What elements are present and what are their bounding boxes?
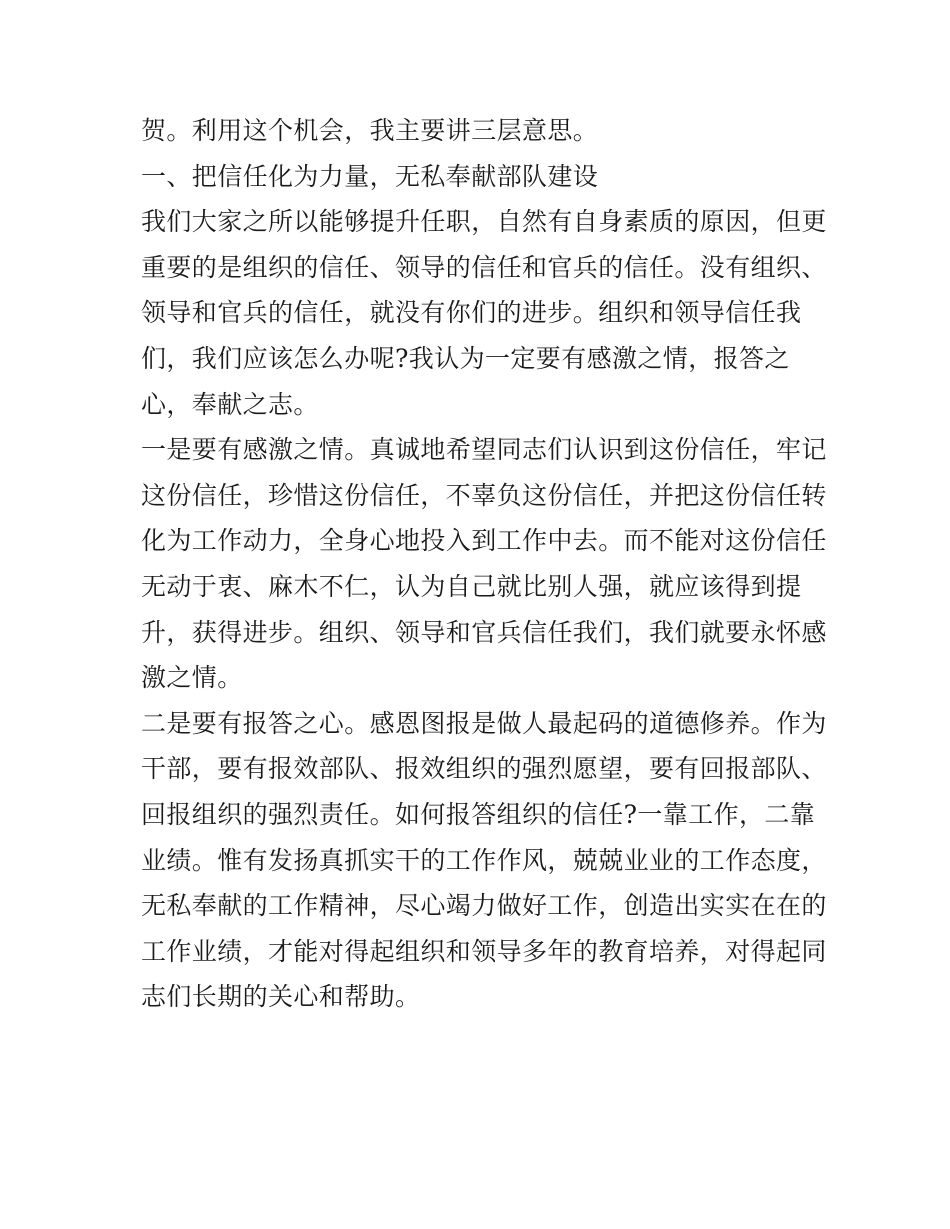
text-line: 这份信任，珍惜这份信任，不辜负这份信任，并把这份信任转 bbox=[141, 480, 827, 510]
document-body bbox=[141, 108, 827, 1020]
text-line: 业绩。惟有发扬真抓实干的工作作风，兢兢业业的工作态度， bbox=[141, 845, 827, 875]
text-line: 志们长期的关心和帮助。 bbox=[141, 982, 421, 1012]
text-line: 无私奉献的工作精神，尽心竭力做好工作，创造出实实在在的 bbox=[141, 891, 827, 921]
text-line: 化为工作动力，全身心地投入到工作中去。而不能对这份信任 bbox=[141, 526, 827, 556]
text-line: 们，我们应该怎么办呢?我认为一定要有感激之情，报答之 bbox=[141, 343, 790, 373]
section-heading: 一、把信任化为力量，无私奉献部队建设 bbox=[141, 161, 599, 191]
text-line: 一是要有感激之情。真诚地希望同志们认识到这份信任，牢记 bbox=[141, 435, 827, 465]
text-line: 重要的是组织的信任、领导的信任和官兵的信任。没有组织、 bbox=[141, 252, 827, 282]
text-line: 我们大家之所以能够提升任职，自然有自身素质的原因，但更 bbox=[141, 207, 827, 237]
text-line: 领导和官兵的信任，就没有你们的进步。组织和领导信任我 bbox=[141, 298, 802, 328]
text-line: 二是要有报答之心。感恩图报是做人最起码的道德修养。作为 bbox=[141, 708, 827, 738]
text-line: 回报组织的强烈责任。如何报答组织的信任?一靠工作，二靠 bbox=[141, 799, 816, 829]
text-line: 干部，要有报效部队、报效组织的强烈愿望，要有回报部队、 bbox=[141, 754, 827, 784]
text-line: 升，获得进步。组织、领导和官兵信任我们，我们就要永怀感 bbox=[141, 617, 827, 647]
text-line: 心，奉献之志。 bbox=[141, 389, 319, 419]
text-line: 无动于衷、麻木不仁，认为自己就比别人强，就应该得到提 bbox=[141, 571, 802, 601]
text-line: 激之情。 bbox=[141, 663, 243, 693]
text-line: 工作业绩，才能对得起组织和领导多年的教育培养，对得起同 bbox=[141, 936, 827, 966]
text-line: 贺。利用这个机会，我主要讲三层意思。 bbox=[141, 116, 599, 145]
